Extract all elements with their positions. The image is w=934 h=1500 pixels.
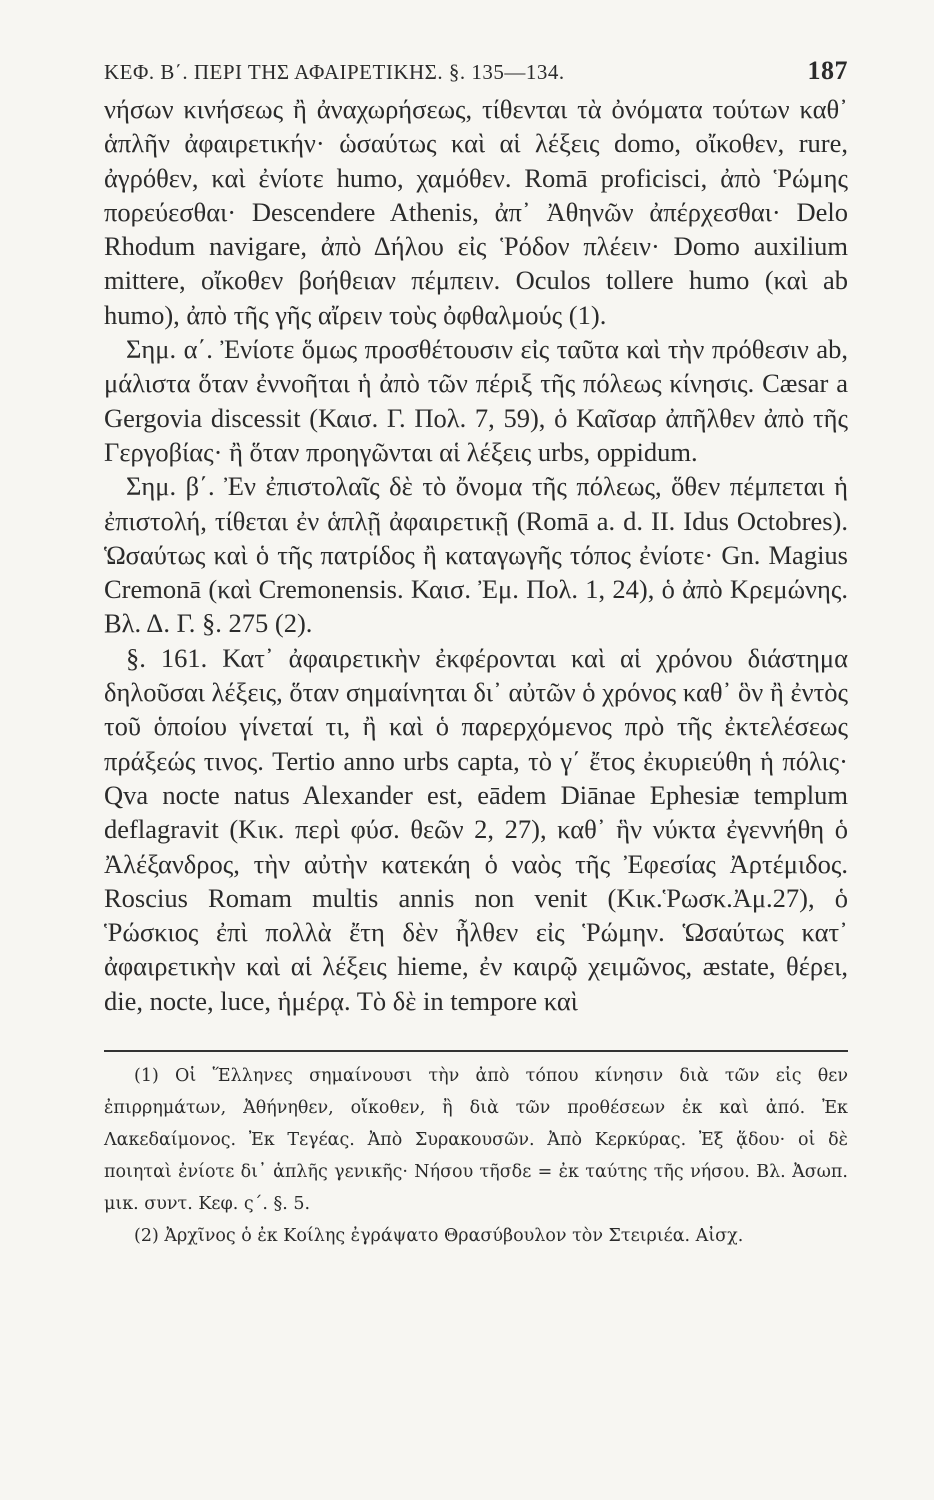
footnote-rule — [104, 1050, 848, 1052]
paragraph-continuation: νήσων κινήσεως ἢ ἀναχωρήσεως, τίθενται τὰ ὀνόματα τούτων καθ᾿ ἁπλῆν ἀφαιρετικήν· ὡσαύτως καὶ αἱ λέξεις domo, οἴκοθεν, rure, ἀγρόθεν, καὶ ἐνίοτε humo, χαμόθεν. Romā proficisci, ἀπὸ Ῥώμης πορεύεσθαι· Descendere Athenis, ἀπ᾿ Ἀθηνῶν ἀπέρχεσθαι· Delo Rhodum navigare, ἀπὸ Δήλου εἰς Ῥόδον πλέειν· Domo auxilium mittere, οἴκοθεν βοήθειαν πέμπειν. Oculos tollere humo (καὶ ab humo), ἀπὸ τῆς γῆς αἴρειν τοὺς ὀφθαλμούς (1). — [104, 94, 848, 330]
footnotes — [104, 1060, 848, 1252]
running-head — [104, 56, 848, 86]
paragraph-note-a: Σημ. α΄. Ἐνίοτε ὅμως προσθέτουσιν εἰς ταῦτα καὶ τὴν πρόθεσιν ab, μάλιστα ὅταν ἐννοῆται ἡ ἀπὸ τῶν πέριξ τῆς πόλεως κίνησις. Cæsar a Gergovia discessit (Καισ. Γ. Πολ. 7, 59), ὁ Καῖσαρ ἀπῆλθεν ἀπὸ τῆς Γεργοβίας· ἢ ὅταν προηγῶνται αἱ λέξεις urbs, oppidum. — [104, 334, 848, 467]
paragraph-section-161: §. 161. Κατ᾿ ἀφαιρετικὴν ἐκφέρονται καὶ αἱ χρόνου διάστημα δηλοῦσαι λέξεις, ὅταν σημαίνηται δι᾿ αὐτῶν ὁ χρόνος καθ᾿ ὃν ἢ ἐντὸς τοῦ ὁποίου γίνεταί τι, ἢ καὶ ὁ παρερχόμενος πρὸ τῆς ἐκτελέσεως πράξεώς τινος. Tertio anno urbs capta, τὸ γ΄ ἔτος ἐκυριεύθη ἡ πόλις· Qva nocte natus Alexander est, eādem Diānae Ephesiæ templum deflagravit (Κικ. περὶ φύσ. θεῶν 2, 27), καθ᾿ ἣν νύκτα ἐγεννήθη ὁ Ἀλέξανδρος, τὴν αὐτὴν κατεκάη ὁ ναὸς τῆς Ἐφεσίας Ἀρτέμιδος. Roscius Romam multis annis non venit (Κικ.Ῥωσκ.Ἀμ.27), ὁ Ῥώσκιος ἐπὶ πολλὰ ἔτη δὲν ἦλθεν εἰς Ῥώμην. Ὡσαύτως κατ᾿ ἀφαιρετικὴν καὶ αἱ λέξεις hieme, ἐν καιρῷ χειμῶνος, æstate, θέρει, die, nocte, luce, ἡμέρᾳ. Τὸ δὲ in tempore καὶ — [104, 642, 848, 1016]
running-head-title: ΚΕΦ. Β΄. ΠΕΡΙ ΤΗΣ ΑΦΑΙΡΕΤΙΚΗΣ. §. 135—134. — [104, 60, 565, 84]
footnote-1: (1) Οἱ Ἕλληνες σημαίνουσι τὴν ἀπὸ τόπου κίνησιν διὰ τῶν εἰς θεν ἐπιρρημάτων, Ἀθήνηθεν, οἴκοθεν, ἢ διὰ τῶν προθέσεων ἐκ καὶ ἀπό. Ἐκ Λακεδαίμονος. Ἐκ Τεγέας. Ἀπὸ Συρακουσῶν. Ἀπὸ Κερκύρας. Ἐξ ᾅδου· οἱ δὲ ποιηταὶ ἐνίοτε δι᾿ ἁπλῆς γενικῆς· Νήσου τῆσδε = ἐκ ταύτης τῆς νήσου. Βλ. Ἀσωπ. μικ. συντ. Κεφ. ς΄. §. 5. — [104, 1066, 848, 1215]
main-text — [104, 92, 848, 1018]
page-number: 187 — [807, 56, 848, 85]
paragraph-note-b: Σημ. β΄. Ἐν ἐπιστολαῖς δὲ τὸ ὄνομα τῆς πόλεως, ὅθεν πέμπεται ἡ ἐπιστολή, τίθεται ἐν ἁπλῇ ἀφαιρετικῇ (Romā a. d. II. Idus Octobres). Ὡσαύτως καὶ ὁ τῆς πατρίδος ἢ καταγωγῆς τόπος ἐνίοτε· Gn. Magius Cremonā (καὶ Cremonensis. Καισ. Ἐμ. Πολ. 1, 24), ὁ ἀπὸ Κρεμώνης. Βλ. Δ. Γ. §. 275 (2). — [104, 471, 848, 639]
footnote-2: (2) Ἀρχῖνος ὁ ἐκ Κοίλης ἐγράψατο Θρασύβουλον τὸν Στειριέα. Αἰσχ. — [134, 1226, 744, 1247]
